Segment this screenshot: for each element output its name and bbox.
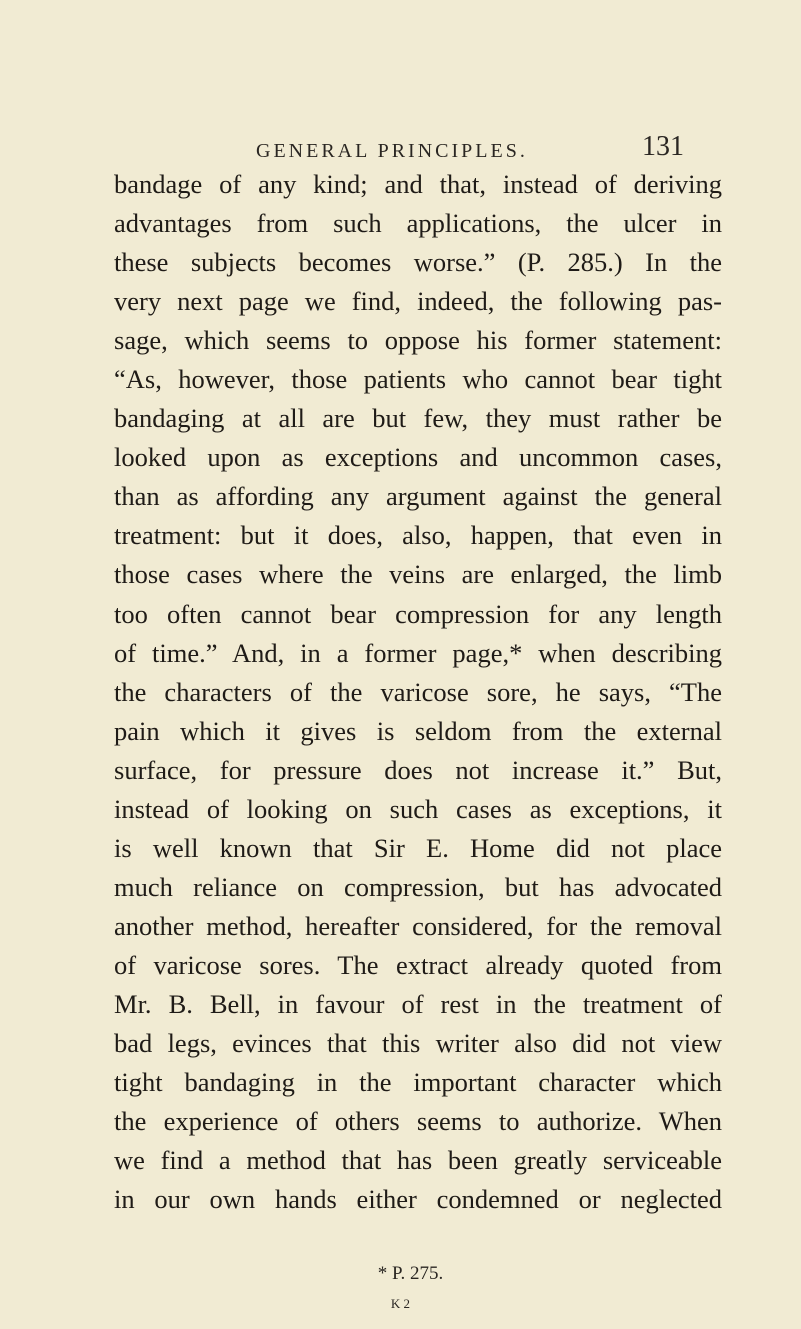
text-line: surface, for pressure does not increase it.” But,: [114, 754, 722, 785]
text-line: those cases where the veins are enlarged, the limb: [114, 559, 722, 590]
text-line: advantages from such applications, the ulcer in: [114, 208, 722, 239]
text-line: of time.” And, in a former page,* when describing: [114, 637, 722, 668]
text-line: too often cannot bear compression for any length: [114, 598, 722, 629]
text-line: treatment: but it does, also, happen, that even in: [114, 520, 722, 551]
text-line: instead of looking on such cases as exceptions, it: [114, 793, 722, 824]
text-line: another method, hereafter considered, for the removal: [114, 910, 722, 941]
text-line: of varicose sores. The extract already quoted from: [114, 949, 722, 980]
running-title: GENERAL PRINCIPLES.: [256, 140, 528, 162]
text-line: “As, however, those patients who cannot bear tight: [114, 364, 722, 395]
text-line: these subjects becomes worse.” (P. 285.) In the: [114, 247, 722, 278]
text-line: tight bandaging in the important character which: [114, 1067, 722, 1098]
body-text: [114, 165, 722, 1219]
text-line: than as affording any argument against the general: [114, 481, 722, 512]
text-line: much reliance on compression, but has advocated: [114, 871, 722, 902]
text-line: sage, which seems to oppose his former statement:: [114, 325, 722, 356]
text-line: we find a method that has been greatly serviceable: [114, 1145, 722, 1176]
text-line: Mr. B. Bell, in favour of rest in the treatment of: [114, 988, 722, 1019]
text-line: the characters of the varicose sore, he says, “The: [114, 676, 722, 707]
text-line: bandaging at all are but few, they must rather be: [114, 403, 722, 434]
footnote: [0, 1263, 801, 1285]
footnote-text: * P. 275.: [377, 1263, 444, 1284]
text-line: in our own hands either condemned or neglected: [114, 1184, 722, 1215]
text-line: the experience of others seems to authorize. When: [114, 1106, 722, 1137]
page-number: 131: [642, 131, 684, 162]
text-line: bad legs, evinces that this writer also did not view: [114, 1028, 722, 1059]
text-line: very next page we find, indeed, the following pas-: [114, 286, 722, 317]
text-line: bandage of any kind; and that, instead of deriving: [114, 169, 722, 199]
signature-mark: K 2: [390, 1296, 411, 1311]
text-line: is well known that Sir E. Home did not place: [114, 832, 722, 863]
text-line: looked upon as exceptions and uncommon cases,: [114, 442, 722, 473]
text-line: pain which it gives is seldom from the external: [114, 715, 722, 746]
